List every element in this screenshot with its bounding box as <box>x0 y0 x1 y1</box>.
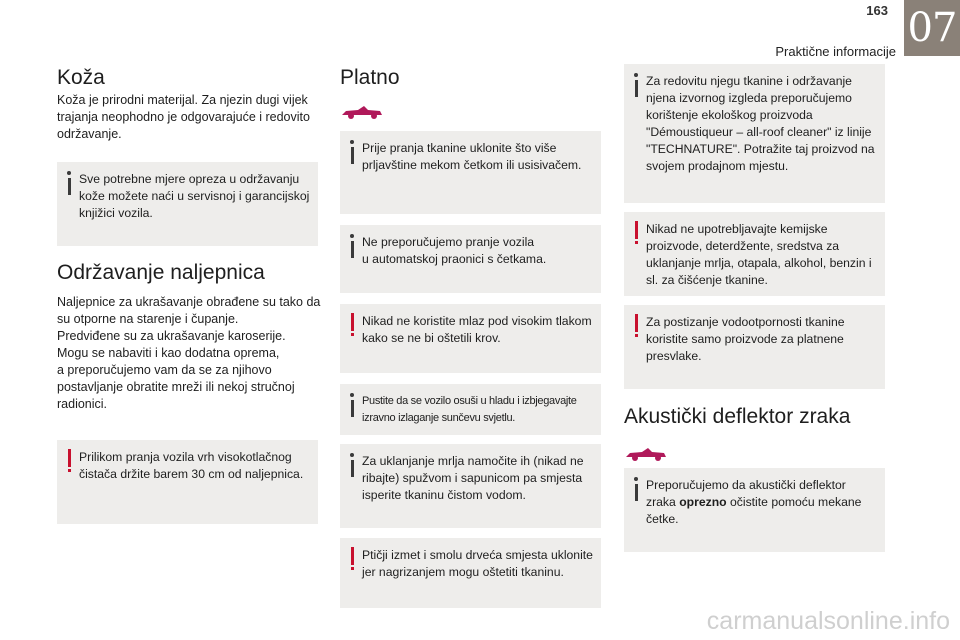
info-icon <box>347 393 357 417</box>
warning-icon <box>347 547 357 571</box>
heading-leather: Koža <box>57 66 105 89</box>
deflector-info-note <box>624 468 885 552</box>
fabric-info-text-3: Pustite da se vozilo osuši u hladu i izbjegavajte izravno izlaganje sunčevu svjetlu. <box>362 395 577 424</box>
chapter-tab: 07 <box>904 0 960 56</box>
fabric-cleaner-info-text: Za redovitu njegu tkanine i održavanje njena izvornog izgleda preporučujemo korištenje ekološkog proizvoda "Démoustiqueur – all-roof cleaner" iz linije "TECHNATURE". Potražite taj proizvod na svojem prodajnom mjestu. <box>646 74 875 173</box>
warning-icon <box>631 221 641 245</box>
heading-deflector: Akustički deflektor zraka <box>624 405 851 428</box>
watermark: carmanualsonline.info <box>706 607 950 635</box>
convertible-car-icon <box>340 100 384 122</box>
stickers-warning-note <box>57 440 318 524</box>
deflector-info-text <box>646 477 877 528</box>
fabric-info-note-1 <box>340 131 601 214</box>
info-icon <box>347 234 357 258</box>
leather-info-text: Sve potrebne mjere opreza u održavanju kože možete naći u servisnoj i garancijskoj knjižici vozila. <box>79 172 310 220</box>
chemicals-warning-note <box>624 212 885 296</box>
page-number: 163 <box>866 3 888 18</box>
info-icon <box>347 453 357 477</box>
info-icon <box>347 140 357 164</box>
waterproofing-warning-text: Za postizanje vodootpornosti tkanine koristite samo proizvode za platnene presvlake. <box>646 315 845 363</box>
fabric-warning-note-2 <box>340 538 601 608</box>
warning-icon <box>64 449 74 473</box>
heading-stickers: Održavanje naljepnica <box>57 261 265 284</box>
warning-icon <box>631 314 641 338</box>
fabric-warning-text-2: Ptičji izmet i smolu drveća smjesta uklonite jer nagrizanjem mogu oštetiti tkaninu. <box>362 548 593 579</box>
waterproofing-warning-note <box>624 305 885 389</box>
fabric-warning-note-1 <box>340 304 601 373</box>
leather-text: Koža je prirodni materijal. Za njezin dugi vijek trajanja neophodno je odgovarajuće i redovito održavanje. <box>57 93 310 141</box>
chapter-title: Praktične informacije <box>775 44 896 59</box>
fabric-info-text-4: Za uklanjanje mrlja namočite ih (nikad ne ribajte) spužvom i sapunicom pa smjesta isperite tkaninu čistom vodom. <box>362 454 584 502</box>
warning-icon <box>347 313 357 337</box>
info-icon <box>64 171 74 195</box>
deflector-text-start: Preporučujemo da akustički deflektor zraka <box>646 478 846 509</box>
heading-fabric: Platno <box>340 66 400 89</box>
convertible-car-icon <box>624 442 668 464</box>
fabric-info-note-4 <box>340 444 601 528</box>
stickers-text: Naljepnice za ukrašavanje obrađene su tako da su otporne na starenje i čupanje. Predviđene su za ukrašavanje karoserije. Mogu se nabaviti i kao dodatna oprema, a preporučujemo vam da se za njihovo postavljanje obratite mreži ili nekoj stručnoj radionici. <box>57 295 321 411</box>
fabric-info-text-2: Ne preporučujemo pranje vozila u automatskoj praonici s četkama. <box>362 235 547 266</box>
leather-info-note <box>57 162 318 246</box>
info-icon <box>631 477 641 501</box>
deflector-text-end: očistite pomoću mekane četke. <box>646 495 862 526</box>
fabric-cleaner-info-note <box>624 64 885 203</box>
deflector-text-bold: oprezno <box>679 495 727 509</box>
fabric-warning-text-1: Nikad ne koristite mlaz pod visokim tlakom kako se ne bi oštetili krov. <box>362 314 592 345</box>
chemicals-warning-text: Nikad ne upotrebljavajte kemijske proizvode, deterdžente, sredstva za uklanjanje mrlja, otapala, alkohol, benzin i sl. za čišćenje tkanine. <box>646 222 872 287</box>
fabric-info-note-3 <box>340 384 601 435</box>
fabric-info-text-1: Prije pranja tkanine uklonite što više prljavštine mekom četkom ili usisivačem. <box>362 141 582 172</box>
fabric-info-note-2 <box>340 225 601 293</box>
info-icon <box>631 73 641 97</box>
stickers-warning-text: Prilikom pranja vozila vrh visokotlačnog čistača držite barem 30 cm od naljepnica. <box>79 450 304 481</box>
